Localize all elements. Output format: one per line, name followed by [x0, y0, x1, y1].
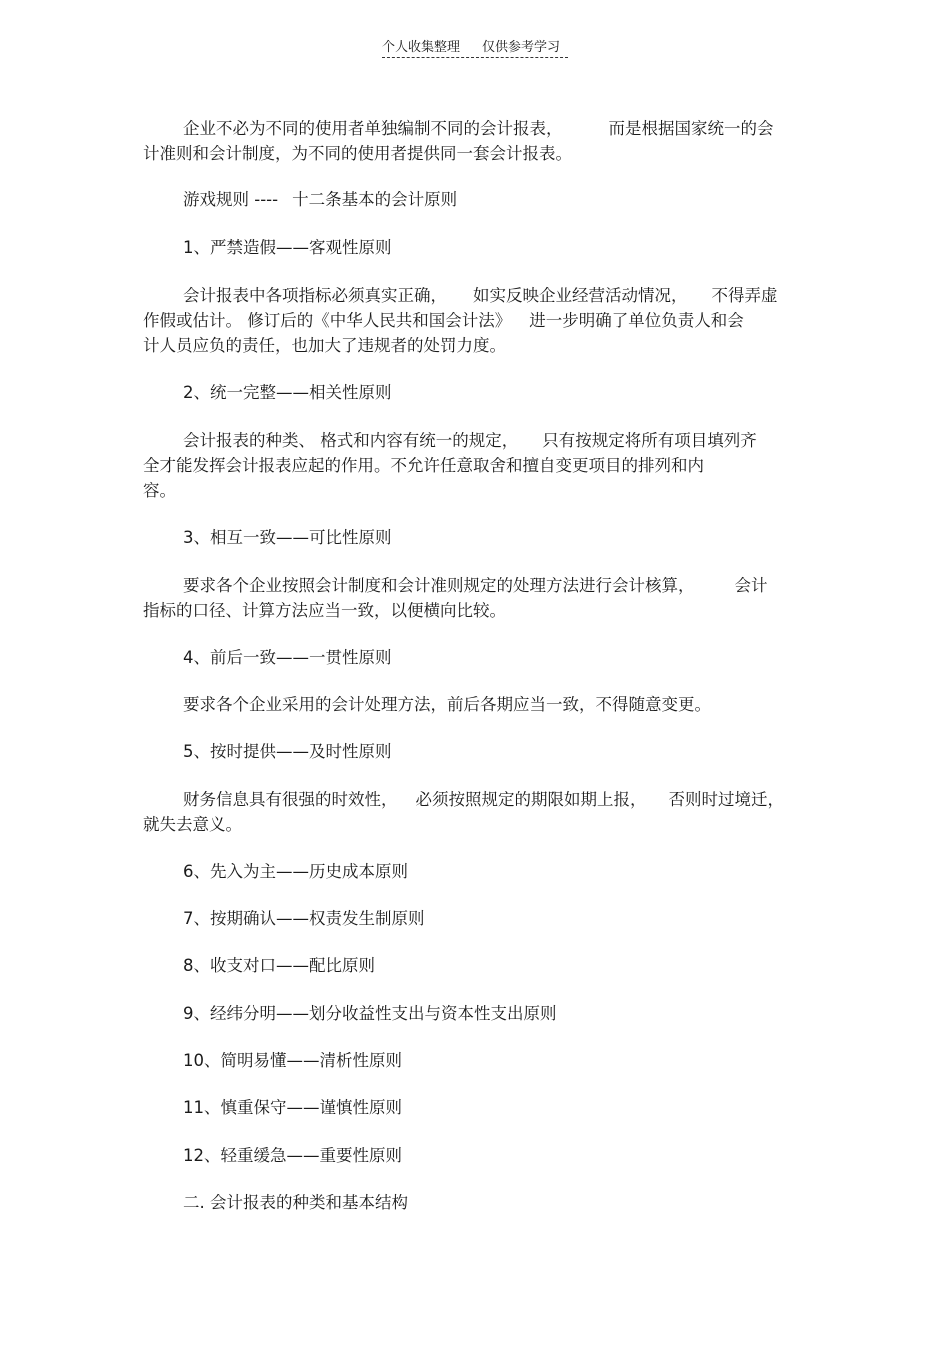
text-segment: 会计 [734, 576, 768, 595]
text-segment: 作假或估计。 修订后的《中华人民共和国会计法》 [143, 311, 512, 330]
text-segment: 就失去意义。 [143, 815, 242, 834]
text-line [183, 647, 392, 669]
text-segment: 不得弄虚 [711, 286, 778, 305]
text-line [143, 600, 506, 622]
text-line [183, 1097, 402, 1119]
text-line [183, 575, 768, 597]
text-segment: 5、按时提供——及时性原则 [183, 742, 392, 761]
header-right: 仅供参考学习 [482, 40, 561, 55]
text-segment: 计准则和会计制度，为不同的使用者提供同一套会计报表。 [143, 144, 572, 163]
text-segment: 1、严禁造假——客观性原则 [183, 238, 392, 257]
text-segment: 会计报表中各项指标必须真实正确， [183, 286, 447, 305]
text-segment: 必须按照规定的期限如期上报， [415, 790, 647, 809]
text-segment: 只有按规定将所有项目填列齐 [542, 431, 757, 450]
text-line [143, 335, 506, 357]
text-segment: 全才能发挥会计报表应起的作用。不允许任意取舍和擅自变更项目的排列和内 [143, 456, 704, 475]
text-segment: 12、轻重缓急——重要性原则 [183, 1146, 402, 1165]
text-line [143, 480, 176, 502]
text-segment: 8、收支对口——配比原则 [183, 956, 375, 975]
text-segment: 2、统一完整——相关性原则 [183, 383, 392, 402]
page-header [382, 40, 568, 58]
text-line [183, 118, 774, 140]
text-segment: 指标的口径、计算方法应当一致，以便横向比较。 [143, 601, 506, 620]
text-line [183, 382, 392, 404]
text-line [143, 143, 572, 165]
header-left: 个人收集整理 [382, 40, 461, 55]
text-segment: 10、简明易懂——清析性原则 [183, 1051, 402, 1070]
text-line [143, 455, 704, 477]
text-segment: 9、经纬分明——划分收益性支出与资本性支出原则 [183, 1004, 557, 1023]
text-segment: 而是根据国家统一的会 [608, 119, 774, 138]
text-segment: 游戏规则 ---- [183, 190, 279, 209]
text-line [183, 1050, 402, 1072]
text-segment: 计人员应负的责任，也加大了违规者的处罚力度。 [143, 336, 506, 355]
text-line [183, 741, 392, 763]
text-segment: 6、先入为主——历史成本原则 [183, 862, 408, 881]
text-line [183, 1145, 402, 1167]
text-line [183, 908, 425, 930]
text-segment: 会计报表的种类、 格式和内容有统一的规定， [183, 431, 519, 450]
text-segment: 进一步明确了单位负责人和会 [529, 311, 744, 330]
text-line [183, 189, 457, 211]
text-line [183, 237, 392, 259]
text-segment: 二. 会计报表的种类和基本结构 [183, 1193, 408, 1212]
text-line [183, 861, 408, 883]
text-line [143, 814, 242, 836]
text-segment: 3、相互一致——可比性原则 [183, 528, 392, 547]
text-line [183, 285, 778, 307]
text-line [143, 310, 744, 332]
text-line [183, 1192, 408, 1214]
text-segment: 十二条基本的会计原则 [292, 190, 458, 209]
text-segment: 容。 [143, 481, 176, 500]
text-line [183, 694, 711, 716]
text-line [183, 789, 784, 811]
text-segment: 11、慎重保守——谨慎性原则 [183, 1098, 402, 1117]
text-line [183, 1003, 557, 1025]
text-line [183, 955, 375, 977]
text-line [183, 527, 392, 549]
text-segment: 7、按期确认——权责发生制原则 [183, 909, 425, 928]
text-segment: 否则时过境迁， [668, 790, 784, 809]
text-segment: 要求各个企业按照会计制度和会计准则规定的处理方法进行会计核算， [183, 576, 695, 595]
text-segment: 财务信息具有很强的时效性， [183, 790, 398, 809]
text-segment: 如实反映企业经营活动情况， [473, 286, 688, 305]
text-segment: 要求各个企业采用的会计处理方法，前后各期应当一致，不得随意变更。 [183, 695, 711, 714]
text-line [183, 430, 757, 452]
text-segment: 4、前后一致——一贯性原则 [183, 648, 392, 667]
text-segment: 企业不必为不同的使用者单独编制不同的会计报表， [183, 119, 563, 138]
